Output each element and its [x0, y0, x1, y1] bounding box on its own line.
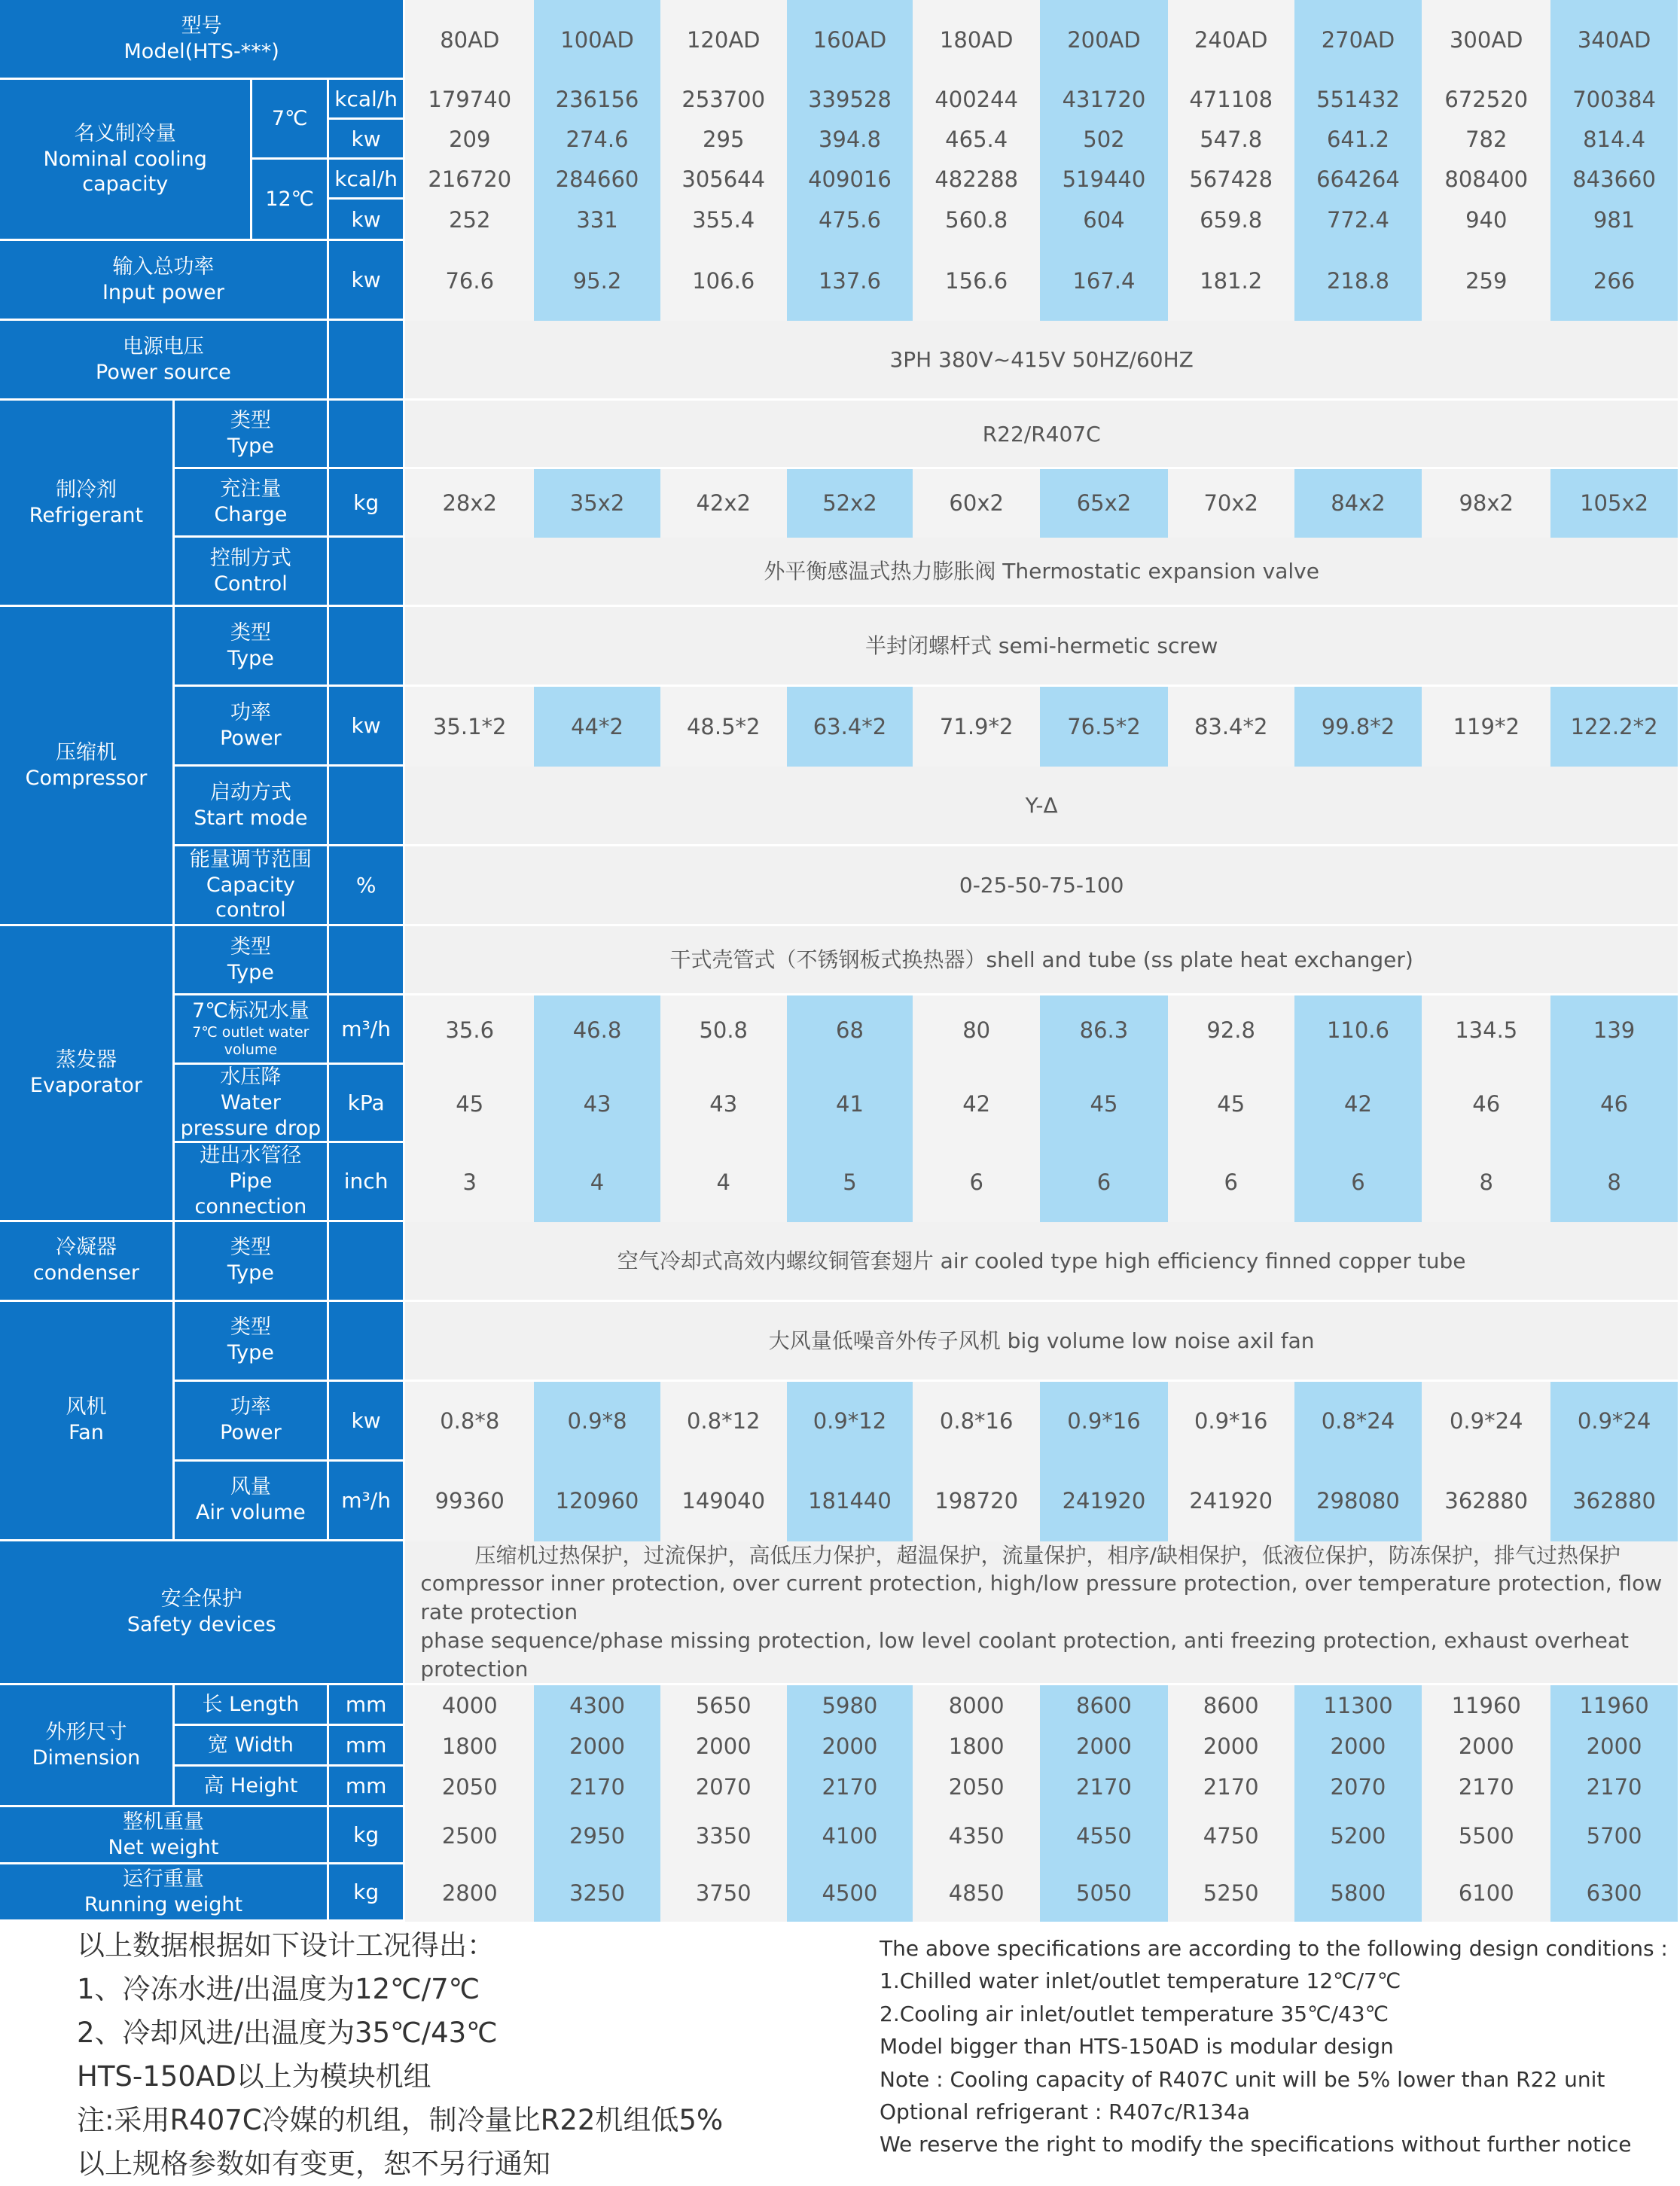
cooling-7-kcal-cell: 700384 [1550, 80, 1678, 120]
compressor-type-value: 半封闭螺杆式 semi-hermetic screw [405, 607, 1678, 687]
cooling-12-kcal-cell: 664264 [1294, 160, 1422, 200]
pressure-drop-cell: 42 [1294, 1065, 1422, 1143]
pressure-drop-cell: 42 [913, 1065, 1040, 1143]
dimension-label: 外形尺寸 Dimension [0, 1685, 175, 1807]
height-cell: 2050 [405, 1767, 534, 1807]
evaporator-type-label: 类型 Type [175, 926, 329, 995]
unit-empty [329, 321, 405, 401]
length-cell: 11300 [1294, 1685, 1422, 1726]
compressor-type-label: 类型 Type [175, 607, 329, 687]
height-cell: 2170 [787, 1767, 913, 1807]
water-flow-cell: 35.6 [405, 995, 534, 1065]
height-row [0, 1767, 1678, 1807]
width-cell: 2000 [1422, 1726, 1550, 1767]
note-line: Model bigger than HTS-150AD is modular design [880, 2034, 1394, 2059]
water-flow-cell: 139 [1550, 995, 1678, 1065]
model-name-cell: 200AD [1040, 0, 1168, 80]
cooling-7-kw-cell: 814.4 [1550, 120, 1678, 160]
unit-empty [329, 926, 405, 995]
unit-kw: kw [329, 241, 405, 321]
compressor-start-label: 启动方式 Start mode [175, 767, 329, 846]
cooling-7-kcal-row [0, 80, 1678, 120]
air-volume-cell: 120960 [534, 1462, 660, 1541]
input-power-cell: 266 [1550, 241, 1678, 321]
compressor-power-cell: 35.1*2 [405, 687, 534, 767]
running-weight-cell: 3250 [534, 1864, 660, 1922]
compressor-capacity-row [0, 846, 1678, 926]
net-weight-cell: 5700 [1550, 1807, 1678, 1864]
power-source-row [0, 321, 1678, 401]
cooling-12-kw-cell: 252 [405, 200, 534, 241]
model-name-cell: 180AD [913, 0, 1040, 80]
model-name-cell: 80AD [405, 0, 534, 80]
pressure-drop-cell: 46 [1550, 1065, 1678, 1143]
condenser-label: 冷凝器 condenser [0, 1222, 175, 1302]
water-flow-cell: 50.8 [660, 995, 787, 1065]
pressure-drop-cell: 43 [534, 1065, 660, 1143]
unit-kw: kw [329, 120, 405, 160]
cooling-7-kcal-cell: 471108 [1168, 80, 1294, 120]
fan-air-label: 风量 Air volume [175, 1462, 329, 1541]
cooling-12-kcal-cell: 519440 [1040, 160, 1168, 200]
pipe-size-cell: 8 [1550, 1143, 1678, 1221]
unit-empty [329, 401, 405, 469]
fan-type-row [0, 1302, 1678, 1382]
length-cell: 11960 [1550, 1685, 1678, 1726]
net-weight-cell: 4750 [1168, 1807, 1294, 1864]
fan-power-cell: 0.9*8 [534, 1382, 660, 1462]
cooling-7-kcal-cell: 236156 [534, 80, 660, 120]
cooling-7-kw-cell: 295 [660, 120, 787, 160]
fan-label: 风机 Fan [0, 1302, 175, 1541]
air-volume-cell: 149040 [660, 1462, 787, 1541]
cooling-12-kw-cell: 772.4 [1294, 200, 1422, 241]
compressor-power-cell: 44*2 [534, 687, 660, 767]
model-header: 型号 Model(HTS-***) [0, 0, 405, 80]
fan-power-cell: 0.8*24 [1294, 1382, 1422, 1462]
evaporator-pipe-label: 进出水管径 Pipe connection [175, 1143, 329, 1221]
length-cell: 8600 [1168, 1685, 1294, 1726]
compressor-start-value: Y-Δ [405, 767, 1678, 846]
evaporator-type-row [0, 926, 1678, 995]
compressor-power-cell: 71.9*2 [913, 687, 1040, 767]
air-volume-cell: 99360 [405, 1462, 534, 1541]
width-cell: 2000 [1550, 1726, 1678, 1767]
fan-power-cell: 0.9*16 [1168, 1382, 1294, 1462]
model-name-cell: 300AD [1422, 0, 1550, 80]
unit-kg: kg [329, 469, 405, 538]
fan-power-cell: 0.8*12 [660, 1382, 787, 1462]
length-cell: 11960 [1422, 1685, 1550, 1726]
pressure-drop-cell: 45 [1168, 1065, 1294, 1143]
running-weight-label: 运行重量 Running weight [0, 1864, 329, 1922]
cooling-12-kw-cell: 331 [534, 200, 660, 241]
safety-row [0, 1541, 1678, 1686]
temp-12-label: 12℃ [252, 160, 328, 241]
unit-kw: kw [329, 1382, 405, 1462]
water-flow-cell: 80 [913, 995, 1040, 1065]
pressure-drop-cell: 41 [787, 1065, 913, 1143]
input-power-cell: 76.6 [405, 241, 534, 321]
refrigerant-control-label: 控制方式 Control [175, 538, 329, 607]
running-weight-cell: 5250 [1168, 1864, 1294, 1922]
condenser-type-value: 空气冷却式高效内螺纹铜管套翅片 air cooled type high efficiency finned copper tube [405, 1222, 1678, 1302]
temp-7-label: 7℃ [252, 80, 328, 160]
cooling-7-kw-cell: 547.8 [1168, 120, 1294, 160]
note-line: Note : Cooling capacity of R407C unit will be 5% lower than R22 unit [880, 2066, 1605, 2092]
net-weight-row [0, 1807, 1678, 1864]
length-cell: 8000 [913, 1685, 1040, 1726]
cooling-12-kcal-cell: 216720 [405, 160, 534, 200]
running-weight-cell: 2800 [405, 1864, 534, 1922]
refrigerant-type-label: 类型 Type [175, 401, 329, 469]
charge-cell: 105x2 [1550, 469, 1678, 538]
water-flow-cell: 68 [787, 995, 913, 1065]
evaporator-pipe-row [0, 1143, 1678, 1221]
charge-cell: 52x2 [787, 469, 913, 538]
compressor-power-cell: 122.2*2 [1550, 687, 1678, 767]
unit-mm: mm [329, 1726, 405, 1767]
safety-line-en-2: phase sequence/phase missing protection, low level coolant protection, anti freezing protection, exhaust overheat protection [420, 1627, 1629, 1681]
note-line: 2.Cooling air inlet/outlet temperature 35℃/43℃ [880, 2001, 1389, 2026]
cooling-7-kcal-cell: 672520 [1422, 80, 1550, 120]
model-name-cell: 240AD [1168, 0, 1294, 80]
fan-power-cell: 0.8*8 [405, 1382, 534, 1462]
net-weight-cell: 2500 [405, 1807, 534, 1864]
note-line: 以上数据根据如下设计工况得出： [77, 1929, 495, 1962]
refrigerant-control-row [0, 538, 1678, 607]
length-cell: 8600 [1040, 1685, 1168, 1726]
note-line: 2、冷却风进/出温度为35℃/43℃ [77, 2017, 498, 2049]
running-weight-cell: 5800 [1294, 1864, 1422, 1922]
note-line: Optional refrigerant : R407c/R134a [880, 2099, 1250, 2125]
net-weight-cell: 5500 [1422, 1807, 1550, 1864]
length-cell: 4000 [405, 1685, 534, 1726]
cooling-12-kw-cell: 560.8 [913, 200, 1040, 241]
unit-kw: kw [329, 200, 405, 241]
pipe-size-cell: 6 [1040, 1143, 1168, 1221]
net-weight-cell: 5200 [1294, 1807, 1422, 1864]
height-cell: 2050 [913, 1767, 1040, 1807]
cooling-12-kcal-cell: 808400 [1422, 160, 1550, 200]
refrigerant-type-value: R22/R407C [405, 401, 1678, 469]
pipe-size-cell: 6 [1294, 1143, 1422, 1221]
length-label: 长 Length [175, 1685, 329, 1726]
cooling-12-kw-cell: 475.6 [787, 200, 913, 241]
charge-cell: 70x2 [1168, 469, 1294, 538]
cooling-7-kw-cell: 782 [1422, 120, 1550, 160]
cooling-12-kw-cell: 355.4 [660, 200, 787, 241]
evaporator-flow-label: 7℃标况水量 7℃ outlet water volume [175, 995, 329, 1065]
height-label: 高 Height [175, 1767, 329, 1807]
compressor-power-cell: 99.8*2 [1294, 687, 1422, 767]
pipe-size-cell: 5 [787, 1143, 913, 1221]
input-power-cell: 106.6 [660, 241, 787, 321]
running-weight-cell: 6100 [1422, 1864, 1550, 1922]
air-volume-cell: 198720 [913, 1462, 1040, 1541]
unit-kw: kw [329, 687, 405, 767]
height-cell: 2170 [1040, 1767, 1168, 1807]
charge-cell: 60x2 [913, 469, 1040, 538]
height-cell: 2170 [534, 1767, 660, 1807]
fan-type-label: 类型 Type [175, 1302, 329, 1382]
unit-empty [329, 538, 405, 607]
length-row [0, 1685, 1678, 1726]
running-weight-cell: 4500 [787, 1864, 913, 1922]
pipe-size-cell: 3 [405, 1143, 534, 1221]
compressor-type-row [0, 607, 1678, 687]
model-row [0, 0, 1678, 80]
width-cell: 2000 [1168, 1726, 1294, 1767]
power-source-label: 电源电压 Power source [0, 321, 329, 401]
width-cell: 2000 [1040, 1726, 1168, 1767]
safety-label: 安全保护 Safety devices [0, 1541, 405, 1686]
compressor-power-cell: 119*2 [1422, 687, 1550, 767]
cooling-12-kcal-cell: 482288 [913, 160, 1040, 200]
pressure-drop-cell: 46 [1422, 1065, 1550, 1143]
note-line: 注:采用R407C冷媒的机组，制冷量比R22机组低5% [77, 2104, 724, 2136]
unit-kcal: kcal/h [329, 160, 405, 200]
compressor-power-cell: 48.5*2 [660, 687, 787, 767]
width-row [0, 1726, 1678, 1767]
running-weight-row [0, 1864, 1678, 1922]
height-cell: 2170 [1422, 1767, 1550, 1807]
width-cell: 2000 [534, 1726, 660, 1767]
air-volume-cell: 362880 [1550, 1462, 1678, 1541]
unit-mm: mm [329, 1685, 405, 1726]
model-name-cell: 100AD [534, 0, 660, 80]
fan-power-row [0, 1382, 1678, 1462]
running-weight-cell: 3750 [660, 1864, 787, 1922]
charge-cell: 42x2 [660, 469, 787, 538]
input-power-label: 输入总功率 Input power [0, 241, 329, 321]
model-name-cell: 120AD [660, 0, 787, 80]
design-notes-cn [77, 1924, 723, 2186]
fan-power-cell: 0.9*24 [1422, 1382, 1550, 1462]
cooling-7-kcal-cell: 179740 [405, 80, 534, 120]
unit-m3h: m³/h [329, 995, 405, 1065]
net-weight-cell: 4100 [787, 1807, 913, 1864]
pressure-drop-cell: 43 [660, 1065, 787, 1143]
height-cell: 2070 [1294, 1767, 1422, 1807]
note-line: The above specifications are according to the following design conditions : [880, 1936, 1668, 1961]
length-cell: 4300 [534, 1685, 660, 1726]
model-name-cell: 270AD [1294, 0, 1422, 80]
width-cell: 2000 [1294, 1726, 1422, 1767]
condenser-type-label: 类型 Type [175, 1222, 329, 1302]
width-cell: 1800 [913, 1726, 1040, 1767]
water-flow-cell: 110.6 [1294, 995, 1422, 1065]
safety-line-en-1: compressor inner protection, over current protection, high/low pressure protection, over temperature protection, flow rate protection [420, 1571, 1663, 1625]
water-flow-cell: 46.8 [534, 995, 660, 1065]
note-line: 1.Chilled water inlet/outlet temperature 12℃/7℃ [880, 1968, 1401, 1994]
fan-power-cell: 0.9*16 [1040, 1382, 1168, 1462]
evaporator-flow-row [0, 995, 1678, 1065]
cooling-12-kcal-cell: 843660 [1550, 160, 1678, 200]
compressor-power-cell: 83.4*2 [1168, 687, 1294, 767]
cooling-7-kcal-cell: 253700 [660, 80, 787, 120]
air-volume-cell: 298080 [1294, 1462, 1422, 1541]
input-power-cell: 218.8 [1294, 241, 1422, 321]
cooling-7-kcal-cell: 551432 [1294, 80, 1422, 120]
unit-inch: inch [329, 1143, 405, 1221]
charge-cell: 84x2 [1294, 469, 1422, 538]
air-volume-cell: 181440 [787, 1462, 913, 1541]
length-cell: 5650 [660, 1685, 787, 1726]
refrigerant-label: 制冷剂 Refrigerant [0, 401, 175, 607]
model-name-cell: 340AD [1550, 0, 1678, 80]
input-power-cell: 95.2 [534, 241, 660, 321]
width-label: 宽 Width [175, 1726, 329, 1767]
input-power-row [0, 241, 1678, 321]
cooling-12-kw-cell: 604 [1040, 200, 1168, 241]
cooling-12-kcal-cell: 284660 [534, 160, 660, 200]
note-line: HTS-150AD以上为模块机组 [77, 2060, 431, 2093]
cooling-7-kcal-cell: 400244 [913, 80, 1040, 120]
note-line: 以上规格参数如有变更，恕不另行通知 [77, 2148, 550, 2180]
fan-power-cell: 0.9*24 [1550, 1382, 1678, 1462]
unit-empty [329, 767, 405, 846]
fan-type-value: 大风量低噪音外传子风机 big volume low noise axil fan [405, 1302, 1678, 1382]
unit-percent: % [329, 846, 405, 926]
safety-line-cn: 压缩机过热保护，过流保护，高低压力保护，超温保护，流量保护，相序/缺相保护，低液位保护，防冻保护，排气过热保护 [474, 1542, 1621, 1568]
charge-cell: 98x2 [1422, 469, 1550, 538]
cooling-7-kw-cell: 502 [1040, 120, 1168, 160]
pipe-size-cell: 8 [1422, 1143, 1550, 1221]
compressor-power-label: 功率 Power [175, 687, 329, 767]
height-cell: 2170 [1168, 1767, 1294, 1807]
compressor-start-row [0, 767, 1678, 846]
fan-power-cell: 0.8*16 [913, 1382, 1040, 1462]
pressure-drop-cell: 45 [405, 1065, 534, 1143]
unit-kpa: kPa [329, 1065, 405, 1143]
cooling-12-kcal-cell: 305644 [660, 160, 787, 200]
compressor-capacity-value: 0-25-50-75-100 [405, 846, 1678, 926]
unit-kg: kg [329, 1807, 405, 1864]
fan-air-row [0, 1462, 1678, 1541]
input-power-cell: 167.4 [1040, 241, 1168, 321]
cooling-7-kcal-cell: 431720 [1040, 80, 1168, 120]
compressor-capacity-label: 能量调节范围 Capacity control [175, 846, 329, 926]
unit-empty [329, 607, 405, 687]
input-power-cell: 259 [1422, 241, 1550, 321]
input-power-cell: 137.6 [787, 241, 913, 321]
design-notes-en [880, 1932, 1668, 2161]
evaporator-label: 蒸发器 Evaporator [0, 926, 175, 1222]
safety-value [405, 1541, 1678, 1686]
evaporator-type-value: 干式壳管式（不锈钢板式换热器）shell and tube (ss plate heat exchanger) [405, 926, 1678, 995]
width-cell: 2000 [787, 1726, 913, 1767]
air-volume-cell: 241920 [1040, 1462, 1168, 1541]
unit-empty [329, 1302, 405, 1382]
water-flow-cell: 134.5 [1422, 995, 1550, 1065]
running-weight-cell: 4850 [913, 1864, 1040, 1922]
width-cell: 2000 [660, 1726, 787, 1767]
water-flow-cell: 92.8 [1168, 995, 1294, 1065]
width-cell: 1800 [405, 1726, 534, 1767]
input-power-cell: 156.6 [913, 241, 1040, 321]
cooling-7-kw-cell: 209 [405, 120, 534, 160]
cooling-7-kcal-cell: 339528 [787, 80, 913, 120]
pressure-drop-cell: 45 [1040, 1065, 1168, 1143]
cooling-7-kw-cell: 465.4 [913, 120, 1040, 160]
unit-mm: mm [329, 1767, 405, 1807]
fan-power-cell: 0.9*12 [787, 1382, 913, 1462]
running-weight-cell: 5050 [1040, 1864, 1168, 1922]
water-flow-cell: 86.3 [1040, 995, 1168, 1065]
pipe-size-cell: 4 [534, 1143, 660, 1221]
net-weight-cell: 3350 [660, 1807, 787, 1864]
cooling-7-kw-cell: 641.2 [1294, 120, 1422, 160]
unit-kg: kg [329, 1864, 405, 1922]
net-weight-cell: 4350 [913, 1807, 1040, 1864]
compressor-power-cell: 76.5*2 [1040, 687, 1168, 767]
refrigerant-type-row [0, 401, 1678, 469]
height-cell: 2070 [660, 1767, 787, 1807]
charge-cell: 65x2 [1040, 469, 1168, 538]
compressor-power-cell: 63.4*2 [787, 687, 913, 767]
cooling-12-kw-cell: 659.8 [1168, 200, 1294, 241]
cooling-12-kw-cell: 940 [1422, 200, 1550, 241]
refrigerant-charge-label: 充注量 Charge [175, 469, 329, 538]
model-name-cell: 160AD [787, 0, 913, 80]
unit-m3h: m³/h [329, 1462, 405, 1541]
length-cell: 5980 [787, 1685, 913, 1726]
air-volume-cell: 362880 [1422, 1462, 1550, 1541]
unit-kcal: kcal/h [329, 80, 405, 120]
pipe-size-cell: 6 [913, 1143, 1040, 1221]
height-cell: 2170 [1550, 1767, 1678, 1807]
charge-cell: 28x2 [405, 469, 534, 538]
cooling-7-kw-cell: 394.8 [787, 120, 913, 160]
net-weight-cell: 4550 [1040, 1807, 1168, 1864]
net-weight-cell: 2950 [534, 1807, 660, 1864]
input-power-cell: 181.2 [1168, 241, 1294, 321]
cooling-12-kw-cell: 981 [1550, 200, 1678, 241]
note-line: We reserve the right to modify the specifications without further notice [880, 2132, 1632, 2157]
evaporator-drop-row [0, 1065, 1678, 1143]
power-source-value: 3PH 380V~415V 50HZ/60HZ [405, 321, 1678, 401]
cooling-7-kw-cell: 274.6 [534, 120, 660, 160]
refrigerant-control-value: 外平衡感温式热力膨胀阀 Thermostatic expansion valve [405, 538, 1678, 607]
unit-empty [329, 1222, 405, 1302]
evaporator-drop-label: 水压降 Water pressure drop [175, 1065, 329, 1143]
running-weight-cell: 6300 [1550, 1864, 1678, 1922]
fan-power-label: 功率 Power [175, 1382, 329, 1462]
compressor-power-row [0, 687, 1678, 767]
air-volume-cell: 241920 [1168, 1462, 1294, 1541]
net-weight-label: 整机重量 Net weight [0, 1807, 329, 1864]
cooling-12-kcal-cell: 409016 [787, 160, 913, 200]
compressor-label: 压缩机 Compressor [0, 607, 175, 926]
cooling-12-kcal-cell: 567428 [1168, 160, 1294, 200]
refrigerant-charge-row [0, 469, 1678, 538]
note-line: 1、冷冻水进/出温度为12℃/7℃ [77, 1973, 480, 2005]
pipe-size-cell: 6 [1168, 1143, 1294, 1221]
charge-cell: 35x2 [534, 469, 660, 538]
cooling-capacity-label: 名义制冷量 Nominal cooling capacity [0, 80, 252, 241]
condenser-row [0, 1222, 1678, 1302]
pipe-size-cell: 4 [660, 1143, 787, 1221]
